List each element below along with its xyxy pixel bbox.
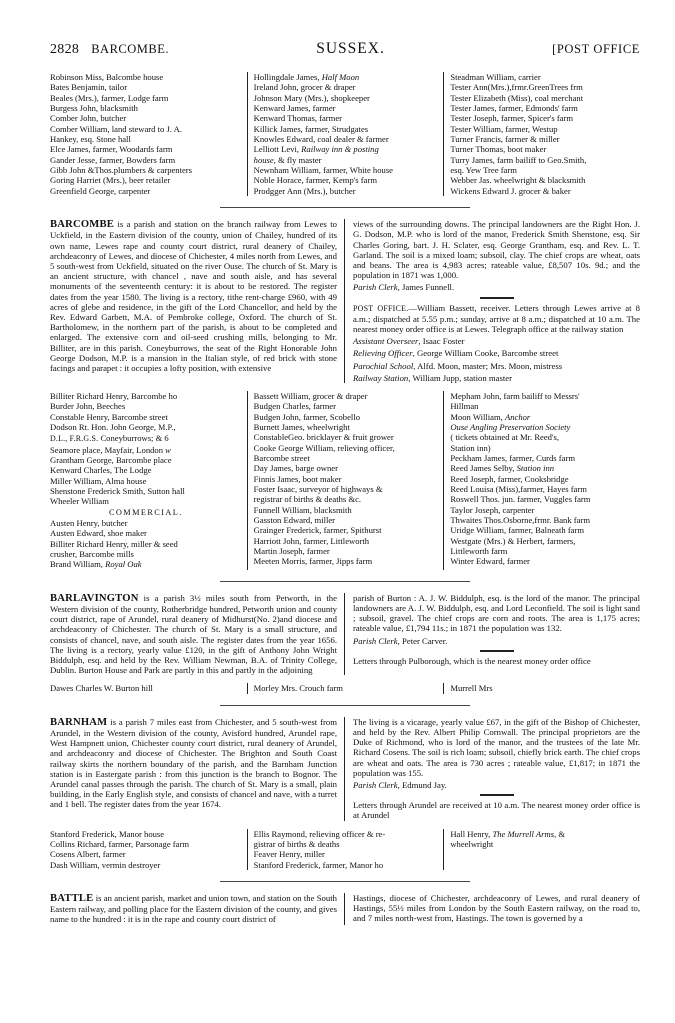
parish-clerk-name: , James Funnell. [397, 282, 455, 293]
list-item: Moon William, Anchor [450, 411, 531, 422]
list-item: Austen Henry, butcher [50, 518, 128, 529]
list-item-continuation: Station inn) [450, 442, 491, 453]
officer-assistant-overseer [353, 336, 640, 346]
parish-clerk-line [353, 780, 640, 790]
barcombe-paragraph-right: views of the surrounding downs. The principal landowners are the Right Hon. J. G. Dodson, M.P. who is lord of the manor, Frederick Smith Shenstone, esq. Sir Charles Goring, bart. J. H. Sclater, esq. George Grantham, esq. and Rev. L. T. Garland. The soil is a mixed loam; subsoil, clay. The chief crops are wheat, oats and beans. The area is 4,983 acres; rateable value, £8,507 10s. 9d.; and the population in 1871 was 1,000. [353, 219, 640, 281]
spacer [50, 383, 640, 391]
list-item: Harriott John, farmer, Littleworth [253, 535, 370, 546]
list-item: Austen Edward, shoe maker [50, 528, 147, 539]
parish-clerk-label: Parish Clerk [353, 780, 398, 790]
inn-name: Station inn [516, 463, 555, 474]
officer-relieving-officer [353, 348, 640, 358]
barcombe-directory-list [50, 391, 640, 570]
inn-name: Royal Oak [105, 559, 142, 570]
list-item: Shenstone Frederick Smith, Sutton hall [50, 486, 185, 497]
list-column-2 [247, 391, 444, 570]
list-item: Johnson Mary (Mrs.), shopkeeper [253, 92, 370, 103]
list-item: Prodgger Ann (Mrs.), butcher [253, 185, 356, 196]
list-item: Webber Jas. wheelwright & blacksmith [450, 175, 586, 186]
list-item: Comber John, butcher [50, 113, 127, 124]
list-item: Grainger Frederick, farmer, Spithurst [253, 525, 382, 536]
list-item: Tester Ann(Mrs.),frmr.GreenTrees frm [450, 82, 583, 93]
short-rule [480, 794, 514, 796]
list-item: Taylor Joseph, carpenter [450, 504, 535, 515]
list-item: Feaver Henry, miller [253, 849, 325, 860]
barcombe-description [50, 219, 640, 383]
list-item: Budgen Charles, farmer [253, 401, 336, 412]
list-item: Winter Edward, farmer [450, 556, 530, 567]
officer-title: Relieving Officer [353, 348, 413, 359]
list-item: ConstableGeo. bricklayer & fruit grower [253, 432, 394, 443]
list-item: Gander Jesse, farmer, Bowders farm [50, 154, 176, 165]
list-item: Miller William, Alma house [50, 475, 147, 486]
list-item: Day James, barge owner [253, 463, 338, 474]
short-rule [480, 297, 514, 299]
list-column-3 [443, 72, 640, 196]
list-item: Kenward James, farmer [253, 103, 336, 114]
list-item: Gibb John &Thos.plumbers & carpenters [50, 165, 193, 176]
list-item-continuation: registrar of births & deaths &c. [253, 494, 362, 505]
list-item: Goring Harriet (Mrs.), beer retailer [50, 175, 171, 186]
inn-name: The Murrell Arms [492, 828, 555, 839]
officer-title: Parochial School [353, 360, 414, 371]
list-item: Billiter Richard Henry, miller & seed [50, 538, 178, 549]
list-item: Thwaites Thos.Osborne,frmr. Bank farm [450, 515, 591, 526]
parish-clerk-line [353, 282, 640, 292]
description-column-left [50, 593, 345, 676]
list-item: Bates Benjamin, tailor [50, 82, 128, 93]
running-head [50, 40, 640, 58]
section-divider [220, 207, 470, 208]
barnham-paragraph-right: The living is a vicarage, yearly value £67, in the gift of the Bishop of Chichester, and held by the Rev. Albert Philip Cornwall. The principal proprietors are the Duke of Richmond, who is lord of the manor, and the trustees of the late Mr. Richard Cosens. The soil is rich loam; subsoil, chiefly brick earth. The chief crops are wheat and oats. The area is 730 acres ; rateable value, £1,817; in 1871 the population was 155. [353, 716, 640, 778]
list-item: Elce James, farmer, Woodards farm [50, 144, 173, 155]
list-item: Cooke George William, relieving officer, [253, 442, 395, 453]
society-name: Ouse Angling Preservation Society [450, 422, 571, 432]
list-item: Westgate (Mrs.) & Herbert, farmers, [450, 535, 576, 546]
barlavington-post-info: Letters through Pulborough, which is the nearest money order office [353, 655, 591, 666]
officer-title: Assistant Overseer [353, 336, 419, 347]
battle-text-left: is an ancient parish, market and union town, and station on the South Eastern railway, and polling place for the Eastern division of the county, and gives name to the hundred : it is in the rape and county court district of [50, 892, 337, 925]
list-item: Turner Thomas, boot maker [450, 144, 547, 155]
barlavington-paragraph-left [50, 593, 337, 676]
officer-parochial-school [353, 361, 640, 371]
page-folio: 2828 [50, 42, 80, 57]
list-item: Wheeler William [50, 496, 109, 507]
list-item: Uridge William, farmer, Balneath farm [450, 525, 585, 536]
list-item: Ireland John, grocer & draper [253, 82, 356, 93]
barlavington-directory-list [50, 683, 640, 693]
list-item-continuation: crusher, Barcombe mills [50, 549, 134, 560]
battle-paragraph-right: Hastings, diocese of Chichester, archdeaconry of Lewes, and rural deanery of Hastings, 55½ miles from London by the South Eastern railway, on the road to, and 7 miles north-west from, Hastings. The town is governed by a [353, 892, 640, 924]
barcombe-continued-list [50, 72, 640, 196]
barnham-post-info: Letters through Arundel are received at 10 a.m. The nearest money order office is at Arundel [353, 800, 640, 821]
description-column-left [50, 717, 345, 821]
list-column-2 [247, 72, 444, 196]
list-item: Burnett James, wheelwright [253, 422, 350, 432]
list-item: Lelliott Levi, Railway inn & posting [253, 144, 379, 155]
list-item: Tester William, farmer, Westup [450, 123, 558, 134]
short-rule [480, 650, 514, 652]
list-item-continuation: gistrar of births & deaths [253, 838, 340, 849]
list-item-continuation: house, & fly master [253, 154, 322, 165]
barnham-paragraph-left [50, 717, 337, 810]
list-item: Reed Louisa (Miss),farmer, Hayes farm [450, 484, 587, 495]
list-column-1 [50, 72, 247, 196]
place-name: BARCOMBE [50, 219, 114, 231]
list-column-3 [443, 683, 640, 693]
postal-district: w [165, 444, 171, 455]
section-divider [220, 705, 470, 706]
list-column-3 [443, 391, 640, 570]
barlavington-description [50, 593, 640, 676]
barcombe-text-left: is a parish and station on the branch railway from Lewes to Uckfield, in the Eastern division of the county, union of Chailey, hundred of its own name, Lewes rape and county court district, rural deanery of Chailey, archdeaconry of Lewes, and diocese of Chichester, 4 miles north from Lewes, and 5 south-west from Uckfield, situated on the river Ouse. The church of St. Mary is an ancient structure, with chancel , nave and south aisle, and has several monuments of the seventeenth century: it is about to be restored. The register dates from the year 1580. The living is a rectory, tithe rent-charge £960, with 49 acres of glebe and residence, in the gift of the Lord Chancellor, and held by the Rev. Edward Garbett, M.A. of Pembroke college, Oxford. The church of St. Bartholomew, in the northern part of the parish, is about to be completed and enlarged. The extensive corn and oil-seed crushing mills, belonging to Mr. Billiter, are in this parish. Coneyburrows, the seat of the Right Honorable John George Dodson, M.P. is a mansion in the Italian style, of red brick with stone facings and parapet : it occupies a lofty position, with extensive [50, 219, 337, 373]
county-title: SUSSEX. [316, 40, 385, 57]
list-item: Burgess John, blacksmith [50, 103, 138, 114]
list-item: Steadman William, carrier [450, 72, 541, 82]
officer-text: , Isaac Foster [418, 336, 465, 347]
parish-clerk-name: , Edmund Jay. [397, 780, 447, 790]
list-item: Bassett William, grocer & draper [253, 390, 368, 401]
list-item: Peckham James, farmer, Curds farm [450, 453, 576, 464]
parish-clerk-label: Parish Clerk [353, 282, 398, 293]
post-office-text: .—William Bassett, receiver. Letters through Lewes arrive at 8 a.m.; dispatched at 5.55 p.m.; sunday, arrive at 8 a.m.; dispatched at 10 a.m. The nearest money order office is at Lewes. Telegraph office at the railway station [353, 302, 640, 334]
officer-railway-station [353, 373, 640, 383]
barnham-description [50, 717, 640, 821]
list-item: Wickens Edward J. grocer & baker [450, 185, 571, 196]
officer-text: , Alfd. Moon, master; Mrs. Moon, mistress [413, 360, 563, 371]
parish-clerk-line [353, 636, 640, 646]
honorific-abbrev: D.L., F.R.G.S. [50, 434, 99, 444]
description-column-right [345, 219, 640, 383]
commercial-heading: COMMERCIAL. [108, 507, 183, 517]
list-item: Murrell Mrs [450, 683, 493, 694]
section-divider [220, 881, 470, 882]
list-item: Tester James, farmer, Edmonds' farm [450, 103, 578, 114]
list-item: Foster Isaac, surveyor of highways & [253, 484, 383, 495]
list-item-continuation: Barcombe street [253, 453, 310, 464]
list-item: Funnell William, blacksmith [253, 504, 352, 515]
list-item: Dash William, vermin destroyer [50, 859, 161, 870]
list-item-continuation: wheelwright [450, 838, 494, 849]
list-item: Kenward Thomas, farmer [253, 113, 343, 124]
list-item: Dodson Rt. Hon. John George, M.P., [50, 422, 176, 432]
inn-name: Half Moon [321, 72, 360, 82]
list-item: Brand William, Royal Oak [50, 559, 142, 570]
list-item: Billiter Richard Henry, Barcombe ho [50, 390, 178, 401]
barcombe-post-office [353, 303, 640, 335]
inn-name: Anchor [504, 411, 531, 422]
list-item: Noble Horace, farmer, Kemp's farm [253, 175, 378, 186]
list-item: Meeten Morris, farmer, Jipps farm [253, 556, 373, 567]
spacer [50, 675, 640, 683]
list-item-continuation: Seamore place, Mayfair, London w [50, 444, 171, 455]
list-item-continuation: Hillman [450, 401, 479, 412]
description-column-right [345, 717, 640, 821]
list-item: Stanford Frederick, farmer, Manor ho [253, 859, 384, 870]
spacer [50, 821, 640, 829]
list-item: Hall Henry, The Murrell Arms, & [450, 828, 566, 839]
list-item: Turry James, farm bailiff to Geo.Smith, [450, 154, 587, 165]
list-item: Comber William, land steward to J. A. [50, 123, 182, 134]
list-item: Dawes Charles W. Burton hill [50, 683, 153, 694]
officer-title: Railway Station [353, 372, 409, 383]
parish-clerk-name: , Peter Carver. [397, 635, 448, 646]
list-item: Burder John, Beeches [50, 401, 126, 412]
place-name: BATTLE [50, 892, 94, 904]
list-item: Budgen John, farmer, Scobello [253, 411, 360, 422]
list-item: Constable Henry, Barcombe street [50, 411, 168, 422]
list-item: Mepham John, farm bailiff to Messrs' [450, 390, 580, 401]
place-name: BARNHAM [50, 716, 108, 728]
list-column-2 [247, 829, 444, 870]
list-item: Hollingdale James, Half Moon [253, 72, 360, 82]
directory-page [50, 40, 640, 925]
barlavington-paragraph-right: parish of Burton : A. J. W. Biddulph, esq. is the lord of the manor. The principal landowners are A. J. W. Biddulph, esq. and Lord Leconfield. The soil is light sand ; subsoil, gravel. The chief crops are corn and roots. The area is 1,175 acres; rateable value, £1,794 11s.; in 1871 the population was 132. [353, 592, 640, 634]
battle-description [50, 893, 640, 925]
list-item: Reed Joseph, farmer, Cooksbridge [450, 473, 569, 484]
description-column-left [50, 893, 345, 925]
list-item: Tester Joseph, farmer, Spicer's farm [450, 113, 574, 124]
right-running-head: [POST OFFICE [552, 42, 640, 56]
description-column-right [345, 893, 640, 925]
list-item: Robinson Miss, Balcombe house [50, 72, 164, 82]
barcombe-paragraph-left [50, 219, 337, 373]
list-item: Reed James Selby, Station inn [450, 463, 555, 474]
list-item-continuation: Hankey, esq. Stone hall [50, 134, 131, 145]
list-item: Kenward Charles, The Lodge [50, 465, 152, 476]
list-item-continuation: Littleworth farm [450, 546, 508, 557]
officer-text: , William Jupp, station master [408, 372, 512, 383]
list-item: Gasston Edward, miller [253, 515, 336, 526]
place-name: BARLAVINGTON [50, 592, 139, 604]
list-item: Turner Francis, farmer & miller [450, 134, 560, 145]
list-item [450, 422, 635, 432]
inn-name: Railway inn & posting [301, 144, 379, 155]
list-item: Grantham George, Barcombe place [50, 455, 172, 466]
list-item: Beales (Mrs.), farmer, Lodge farm [50, 92, 169, 103]
list-item: Newnham William, farmer, White house [253, 165, 393, 176]
list-item: Morley Mrs. Crouch farm [253, 683, 343, 694]
list-item: Ellis Raymond, relieving officer & re- [253, 828, 386, 839]
list-item: Stanford Frederick, Manor house [50, 828, 165, 839]
list-item: Greenfield George, carpenter [50, 185, 151, 196]
post-office-label: POST OFFICE [353, 303, 407, 313]
list-item-continuation: D.L., F.R.G.S. Coneyburrows; & 6 [50, 433, 169, 444]
honorific-abbrev: M.P. [158, 423, 174, 432]
list-column-3 [443, 829, 640, 870]
list-item: Killick James, farmer, Strudgates [253, 123, 369, 134]
description-column-right [345, 593, 640, 676]
battle-paragraph-left [50, 893, 337, 925]
barlavington-text-left: is a parish 3½ miles south from Petworth, in the Western division of the county, Rotherbridge hundred, Petworth union and county court district, rape of Arundel, rural deanery of Midhurst(No. 2)and diocese and archdeaconry of Chichester. The church of St. Mary is a small structure, and consists of chancel, nave, and south aisle. The register dates from the year 1656. The living is a rectory, yearly value £120, in the gift of Anthony John Wright Biddulph, esq. and held by the Rev. William Newman, B.A. of Trinity College, Dublin. Burton House and Park are partly in this and partly in the adjoining [50, 592, 337, 676]
officer-text: , George William Cooke, Barcombe street [412, 348, 559, 359]
parish-clerk-label: Parish Clerk [353, 635, 398, 646]
barnham-directory-list [50, 829, 640, 870]
list-item: Martin Joseph, farmer [253, 546, 330, 557]
list-column-2 [247, 683, 444, 693]
list-item: Knowles Edward, coal dealer & farmer [253, 134, 389, 145]
inn-name-continuation: house [253, 154, 274, 165]
description-column-left [50, 219, 345, 383]
list-column-1 [50, 683, 247, 693]
list-item: Collins Richard, farmer, Parsonage farm [50, 838, 190, 849]
list-item-continuation: esq. Yew Tree farm [450, 165, 517, 176]
left-running-head: BARCOMBE. [91, 42, 169, 56]
list-column-1 [50, 829, 247, 870]
section-divider [220, 581, 470, 582]
barnham-text-left: is a parish 7 miles east from Chichester, and 5 south-west from Arundel, in the Western division of the county, Avisford hundred, Arundel rape, West Hampnett union, Chichester county court district, rural deanery of Arundel, and archdeaconry and diocese of Chichester. The Brighton and South Coast railway skirts the northern boundary of the parish, and the Barnham Junction station is in Eastergate parish : from this junction is the branch to Bognor. The Arundel canal passes through the parish. The church of St. Mary is a small, plain building, in the Early English style, and consists of chancel and nave, with a turret and 1 bell. The register dates from the year 1674. [50, 716, 337, 810]
list-column-1 [50, 391, 247, 570]
list-item-continuation: ( tickets obtained at Mr. Reed's, [450, 432, 560, 443]
list-item: Cosens Albert, farmer [50, 849, 126, 860]
list-item: Roswell Thos. jun. farmer, Vuggles farm [450, 494, 591, 505]
list-item: Tester Elizabeth (Miss), coal merchant [450, 92, 584, 103]
list-item: Finnis James, boot maker [253, 473, 342, 484]
